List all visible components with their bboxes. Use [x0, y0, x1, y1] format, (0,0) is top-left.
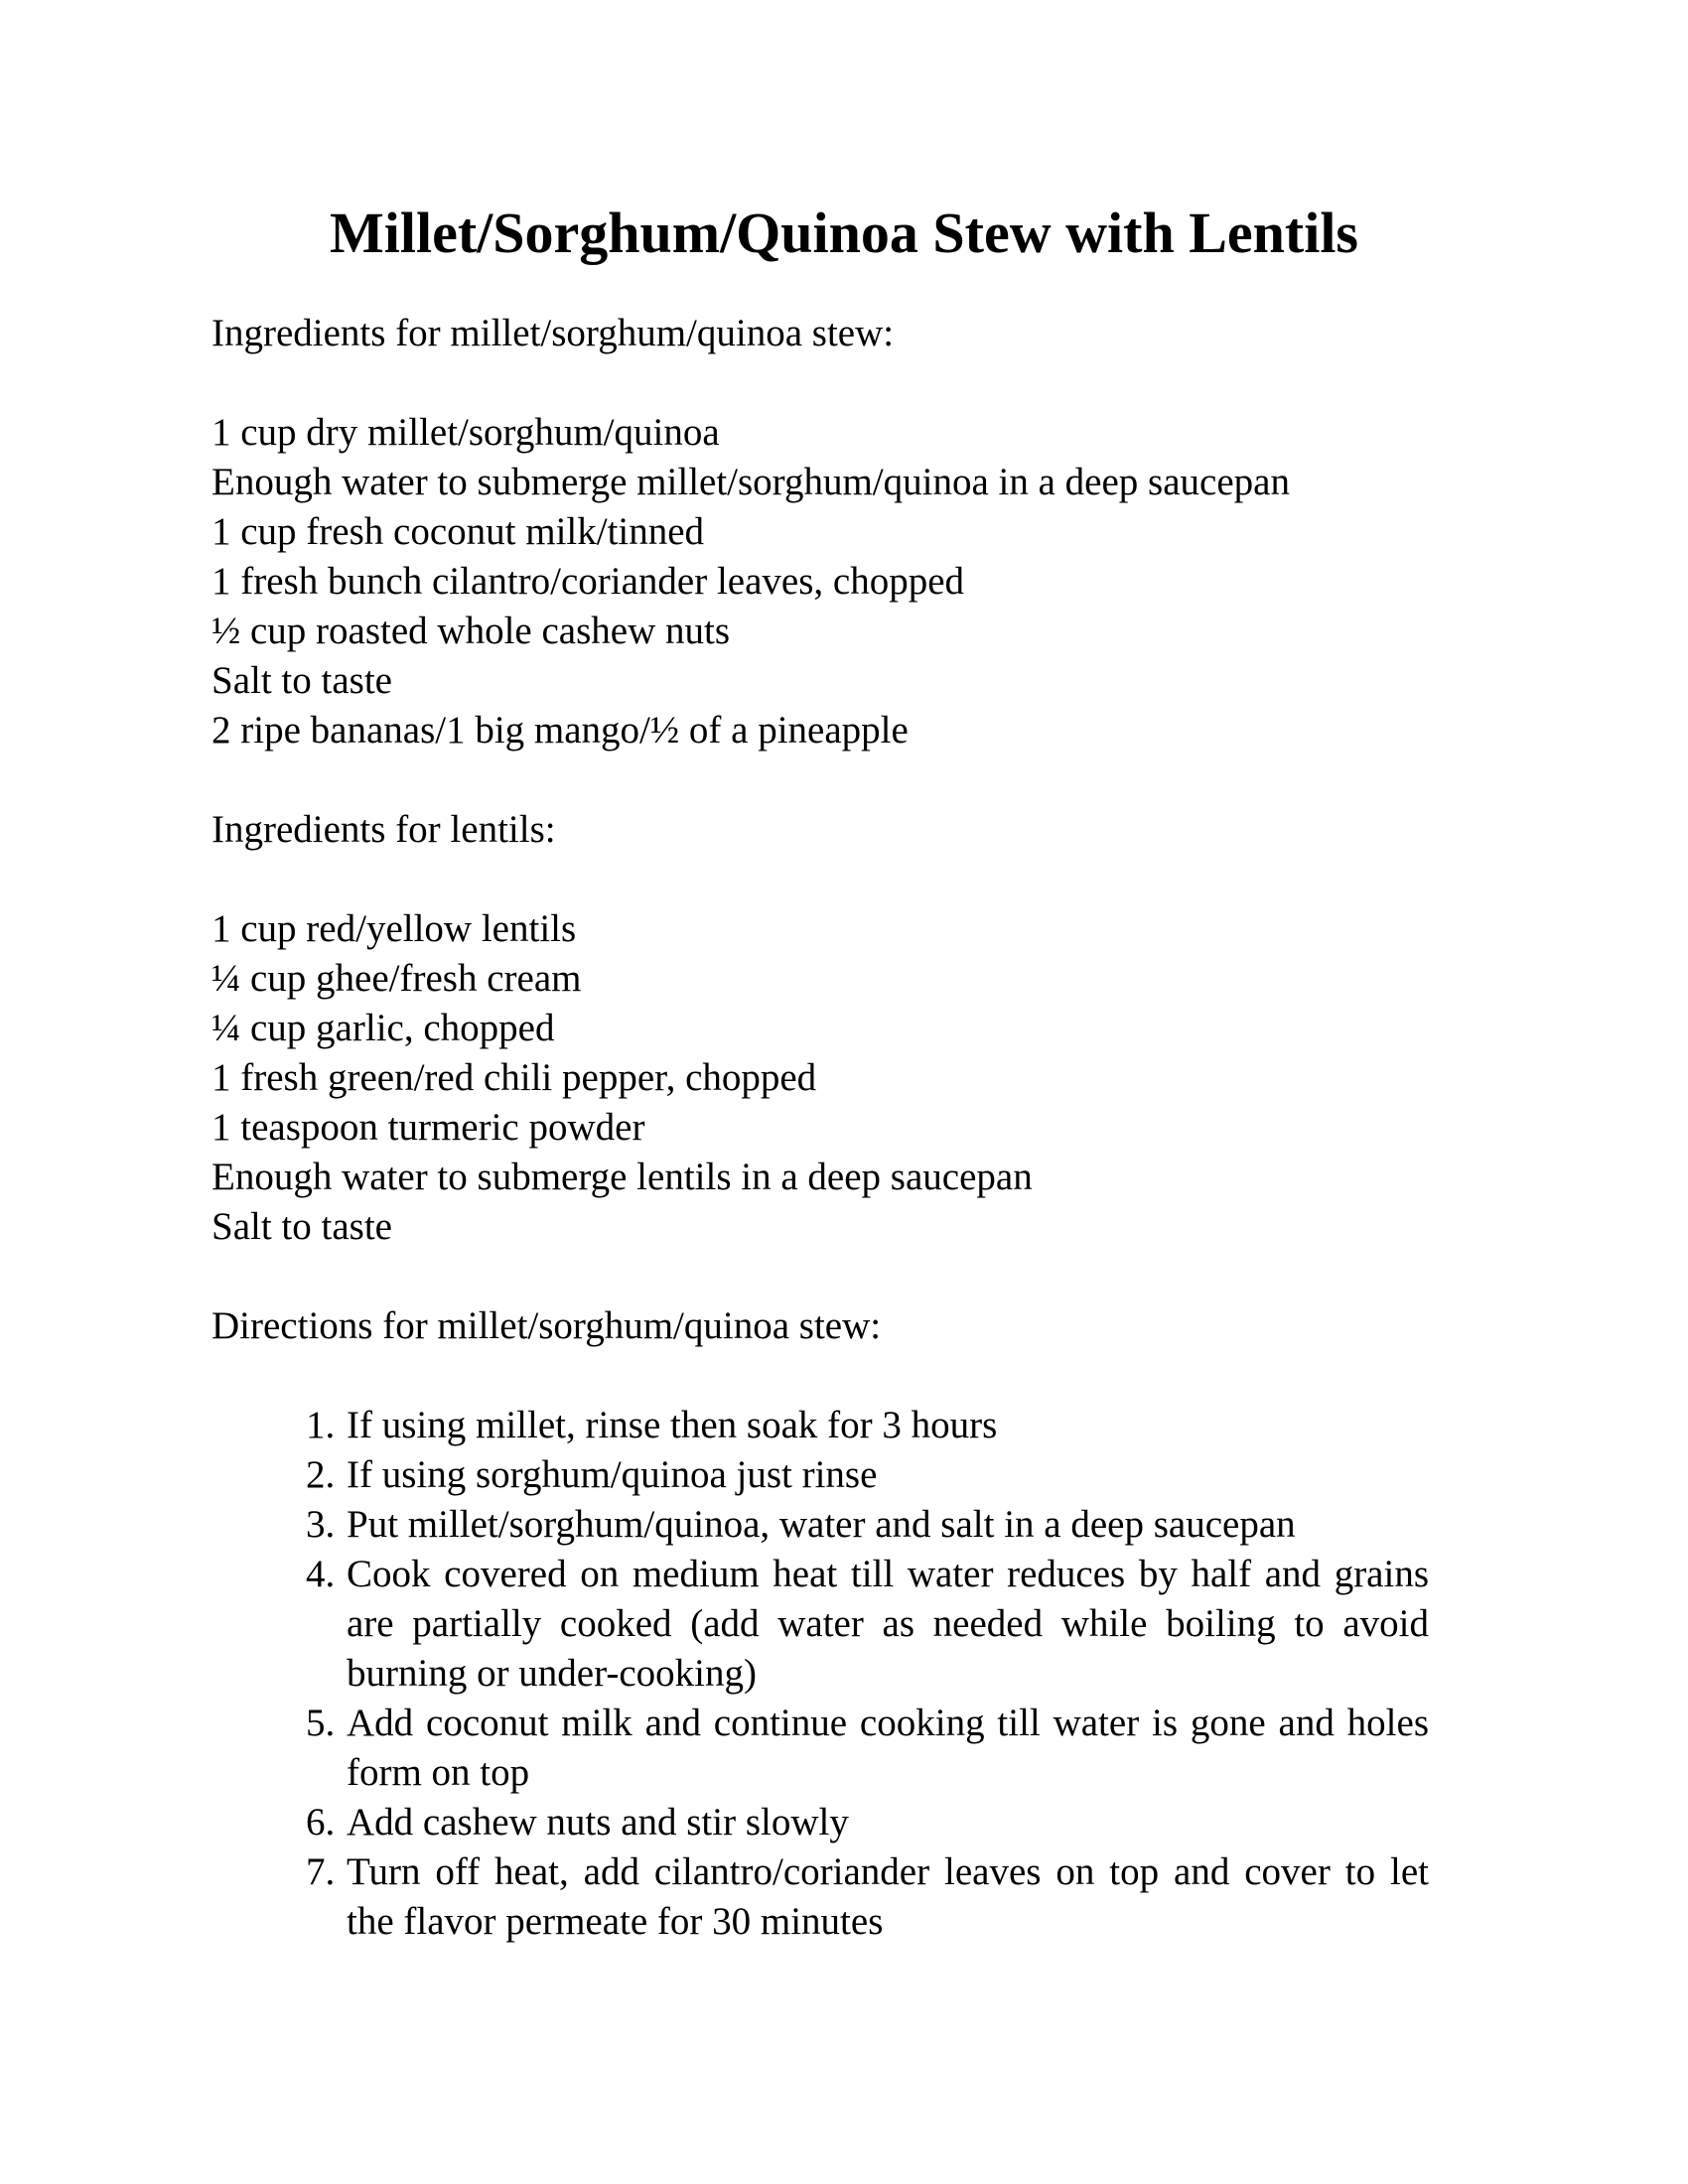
- ingredient-item: Salt to taste: [211, 1205, 392, 1248]
- step-number: 4.: [306, 1553, 336, 1595]
- step-text: Add cashew nuts and stir slowly: [347, 1801, 849, 1843]
- spacer: [211, 755, 1473, 805]
- ingredient-item: 2 ripe bananas/1 big mango/½ of a pineapple: [211, 709, 909, 751]
- step-number: 1.: [306, 1404, 336, 1446]
- ingredient-item: 1 fresh bunch cilantro/coriander leaves, chopped: [211, 560, 965, 603]
- ingredient-item: 1 teaspoon turmeric powder: [211, 1106, 645, 1149]
- step-number: 6.: [306, 1801, 336, 1843]
- step-text: If using millet, rinse then soak for 3 hours: [347, 1404, 998, 1446]
- stew-directions-heading: Directions for millet/sorghum/quinoa stew:: [211, 1304, 882, 1347]
- lentil-ingredients-heading: Ingredients for lentils:: [211, 808, 556, 851]
- step-text: Add coconut milk and continue cooking till water is gone and holes form on top: [347, 1702, 1429, 1794]
- stew-directions-list: [306, 1401, 1429, 1947]
- ingredient-item: Enough water to submerge millet/sorghum/quinoa in a deep saucepan: [211, 461, 1290, 503]
- lentil-ingredients-list: [211, 904, 1473, 1252]
- stew-ingredients-heading: Ingredients for millet/sorghum/quinoa stew:: [211, 312, 895, 354]
- ingredient-item: ¼ cup ghee/fresh cream: [211, 957, 582, 1000]
- ingredient-item: 1 cup fresh coconut milk/tinned: [211, 510, 705, 553]
- ingredient-item: 1 cup red/yellow lentils: [211, 907, 577, 950]
- step-text: Cook covered on medium heat till water reduces by half and grains are partially cooked (add water as needed while boiling to avoid burning or under-cooking): [347, 1553, 1429, 1695]
- step-number: 5.: [306, 1702, 336, 1744]
- direction-step: [306, 1699, 1429, 1798]
- step-text: Put millet/sorghum/quinoa, water and salt in a deep saucepan: [347, 1503, 1296, 1546]
- direction-step: [306, 1500, 1429, 1550]
- ingredient-item: ¼ cup garlic, chopped: [211, 1007, 555, 1049]
- step-number: 3.: [306, 1503, 336, 1546]
- step-text: If using sorghum/quinoa just rinse: [347, 1453, 878, 1496]
- ingredient-item: Enough water to submerge lentils in a deep saucepan: [211, 1156, 1033, 1198]
- ingredient-item: Salt to taste: [211, 659, 392, 702]
- page-title: Millet/Sorghum/Quinoa Stew with Lentils: [329, 201, 1358, 265]
- step-number: 7.: [306, 1850, 336, 1893]
- direction-step: [306, 1847, 1429, 1947]
- ingredient-item: ½ cup roasted whole cashew nuts: [211, 610, 731, 652]
- recipe-body: [211, 309, 1473, 1947]
- spacer: [211, 1351, 1473, 1401]
- spacer: [211, 855, 1473, 904]
- stew-ingredients-list: [211, 408, 1473, 755]
- ingredient-item: 1 fresh green/red chili pepper, chopped: [211, 1056, 817, 1099]
- direction-step: [306, 1401, 1429, 1450]
- ingredient-item: 1 cup dry millet/sorghum/quinoa: [211, 411, 720, 454]
- step-number: 2.: [306, 1453, 336, 1496]
- spacer: [211, 1252, 1473, 1301]
- step-text: Turn off heat, add cilantro/coriander leaves on top and cover to let the flavor permeate for 30 minutes: [347, 1850, 1429, 1943]
- direction-step: [306, 1798, 1429, 1847]
- direction-step: [306, 1550, 1429, 1699]
- direction-step: [306, 1450, 1429, 1500]
- spacer: [211, 358, 1473, 408]
